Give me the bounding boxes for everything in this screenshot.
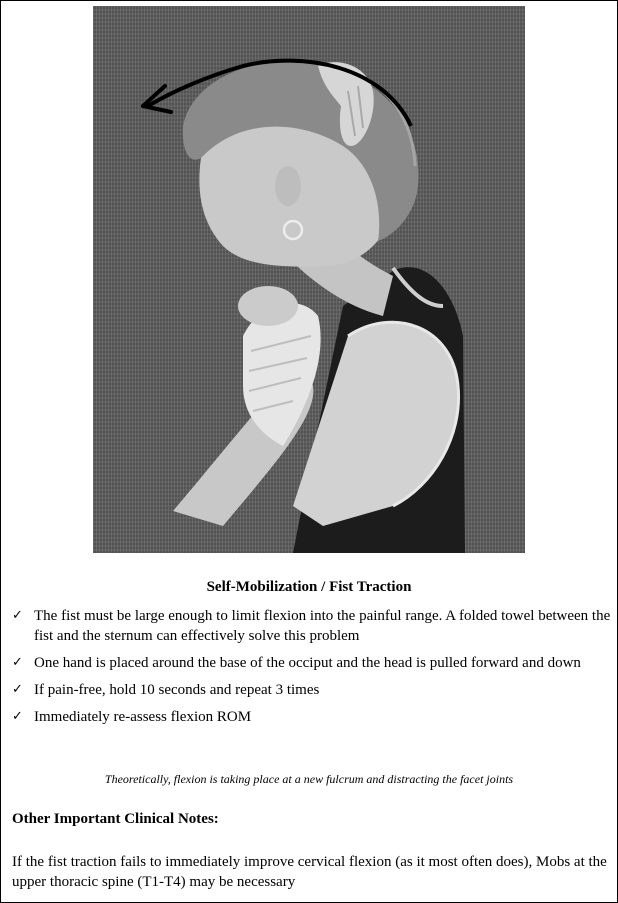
- checkmark-icon: ✓: [12, 608, 23, 623]
- checkmark-icon: ✓: [12, 655, 23, 670]
- checkmark-icon: ✓: [12, 709, 23, 724]
- clinical-notes-text: If the fist traction fails to immediately improve cervical flexion (as it most often does), Mobs at the upper thoracic spine (T1-T4) may be necessary: [12, 854, 607, 890]
- list-item: [12, 680, 612, 700]
- list-item: [12, 606, 612, 646]
- theory-note: Theoretically, flexion is taking place at a new fulcrum and distracting the facet joints: [104, 772, 514, 786]
- list-item-text: One hand is placed around the base of the occiput and the head is pulled forward and down: [34, 655, 581, 671]
- clinical-notes-heading: Other Important Clinical Notes:: [12, 811, 219, 827]
- exercise-illustration: [93, 6, 525, 553]
- checkmark-icon: ✓: [12, 682, 23, 697]
- list-item: [12, 653, 612, 673]
- list-item-text: If pain-free, hold 10 seconds and repeat 3 times: [34, 682, 320, 698]
- instruction-list: [12, 606, 612, 734]
- section-title: Self-Mobilization / Fist Traction: [206, 579, 412, 595]
- list-item-text: The fist must be large enough to limit flexion into the painful range. A folded towel between the fist and the sternum can effectively solve this problem: [34, 608, 611, 644]
- exercise-photo: [93, 6, 525, 553]
- list-item: [12, 707, 612, 727]
- list-item-text: Immediately re-assess flexion ROM: [34, 709, 252, 725]
